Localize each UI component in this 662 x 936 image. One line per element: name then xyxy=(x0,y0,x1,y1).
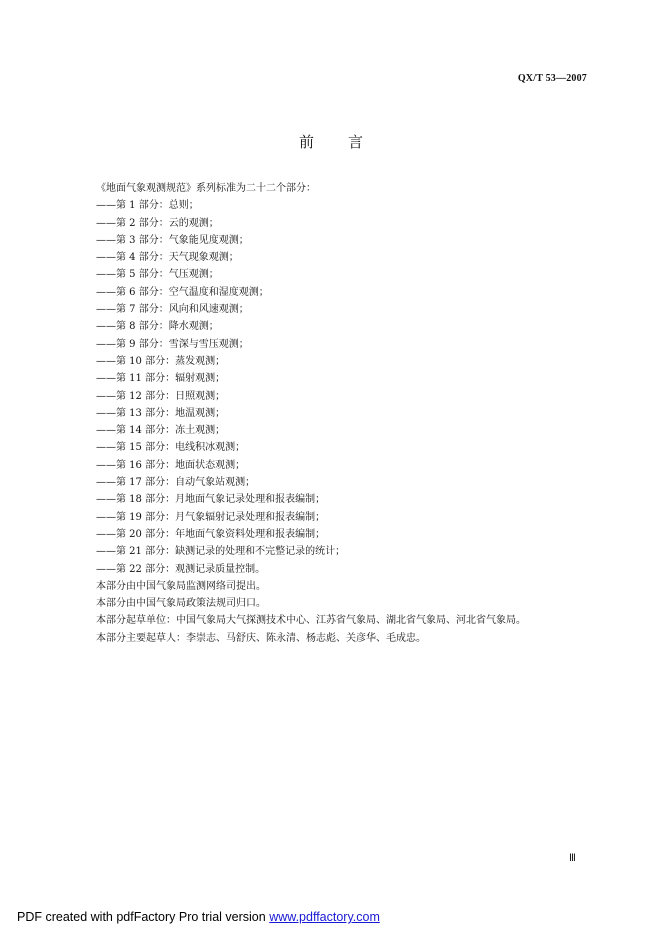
list-item: ——第 3 部分：气象能见度观测； xyxy=(96,234,249,246)
administrator-statement: 本部分由中国气象局政策法规司归口。 xyxy=(96,598,266,610)
list-item: ——第 21 部分：缺测记录的处理和不完整记录的统计； xyxy=(96,546,346,558)
list-item: ——第 14 部分：冻土观测； xyxy=(96,425,226,437)
list-item: ——第 19 部分：月气象辐射记录处理和报表编制； xyxy=(96,511,326,523)
list-item: ——第 6 部分：空气温度和湿度观测； xyxy=(96,286,269,298)
intro-line: 《地面气象观测规范》系列标准为二十二个部分： xyxy=(96,183,316,194)
list-item: ——第 15 部分：电线积冰观测； xyxy=(96,442,246,454)
list-item: ——第 9 部分：雪深与雪压观测； xyxy=(96,338,249,350)
document-id: QX/T 53—2007 xyxy=(517,73,587,84)
list-item: ——第 22 部分：观测记录质量控制。 xyxy=(96,563,266,575)
list-item: ——第 20 部分：年地面气象资料处理和报表编制； xyxy=(96,528,326,540)
list-item: ——第 17 部分：自动气象站观测； xyxy=(96,477,256,489)
pdf-footer-link[interactable]: www.pdffactory.com xyxy=(269,910,380,924)
list-item: ——第 5 部分：气压观测； xyxy=(96,269,219,281)
page-number: Ⅲ xyxy=(569,853,576,864)
page-title: 前言 xyxy=(298,133,397,151)
list-item: ——第 16 部分：地面状态观测； xyxy=(96,459,246,471)
list-item: ——第 10 部分：蒸发观测； xyxy=(96,355,226,367)
list-item: ——第 8 部分：降水观测； xyxy=(96,321,219,333)
pdf-watermark-footer xyxy=(17,910,380,924)
list-item: ——第 1 部分：总则； xyxy=(96,200,199,212)
pdf-footer-text: PDF created with pdfFactory Pro trial version xyxy=(17,910,270,924)
document-body xyxy=(96,180,596,647)
list-item: ——第 7 部分：风向和风速观测； xyxy=(96,304,249,316)
list-item: ——第 4 部分：天气现象观测； xyxy=(96,252,239,264)
list-item: ——第 12 部分：日照观测； xyxy=(96,390,226,402)
proposer-statement: 本部分由中国气象局监测网络司提出。 xyxy=(96,580,266,592)
list-item: ——第 2 部分：云的观测； xyxy=(96,217,219,229)
list-item: ——第 11 部分：辐射观测； xyxy=(96,373,226,385)
drafting-units-statement: 本部分起草单位：中国气象局大气探测技术中心、江苏省气象局、湖北省气象局、河北省气象局。 xyxy=(96,615,526,627)
list-item: ——第 13 部分：地温观测； xyxy=(96,407,226,419)
drafters-statement: 本部分主要起草人：李崇志、马舒庆、陈永清、杨志彪、关彦华、毛成忠。 xyxy=(96,632,426,644)
list-item: ——第 18 部分：月地面气象记录处理和报表编制； xyxy=(96,494,326,506)
